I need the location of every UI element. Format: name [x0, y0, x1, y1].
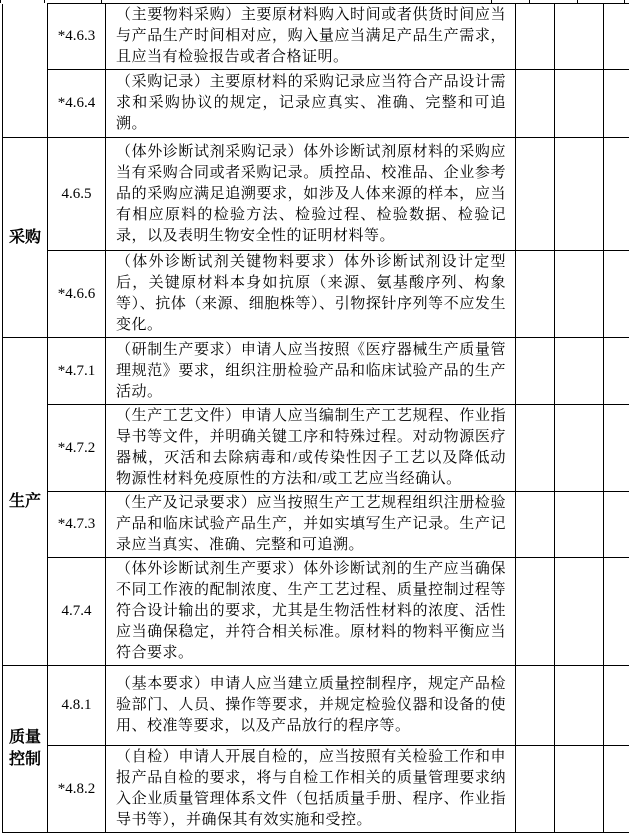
- table-row: [3, 4, 629, 70]
- check-cell-1: [516, 138, 555, 251]
- item-number-cell: 4.7.4: [48, 558, 106, 666]
- check-cell-1: [516, 558, 555, 666]
- requirement-text-cell: （生产工艺文件）申请人应当编制生产工艺规程、作业指导书等文件，并明确关键工序和特殊过程。对动物源医疗器械，灭活和去除病毒和/或传染性因子工艺以及降低动物源性材料免疫原性的方法和/或工艺应当经确认。: [106, 405, 516, 492]
- table-row: [3, 70, 629, 138]
- check-cell-1: [516, 746, 555, 833]
- check-cell-1: [516, 666, 555, 746]
- requirement-text-cell: （基本要求）申请人应当建立质量控制程序，规定产品检验部门、人员、操作等要求，并规定检验仪器和设备的使用、校准等要求，以及产品放行的程序等。: [106, 666, 516, 746]
- category-cell-empty: [3, 4, 48, 138]
- check-cell-2: [555, 666, 604, 746]
- check-cell-2: [555, 492, 604, 558]
- table-row: [3, 251, 629, 338]
- item-number-cell: 4.8.1: [48, 666, 106, 746]
- check-cell-3: [604, 338, 629, 405]
- item-number-cell: *4.7.1: [48, 338, 106, 405]
- item-number-cell: *4.6.4: [48, 70, 106, 138]
- check-cell-1: [516, 70, 555, 138]
- table-row: [3, 405, 629, 492]
- item-number-cell: *4.6.3: [48, 4, 106, 70]
- item-number-cell: 4.6.5: [48, 138, 106, 251]
- check-cell-1: [516, 492, 555, 558]
- category-cell-production: 生产: [3, 338, 48, 666]
- border-stub: [0, 0, 1, 3]
- check-cell-2: [555, 4, 604, 70]
- requirement-text-cell: （体外诊断试剂生产要求）体外诊断试剂的生产应当确保不同工作液的配制浓度、生产工艺过程、质量控制过程等符合设计输出的要求，尤其是生物活性材料的浓度、活性应当确保稳定，并符合相关标准。原材料的物料平衡应当符合要求。: [106, 558, 516, 666]
- requirement-text-cell: （采购记录）主要原材料的采购记录应当符合产品设计需求和采购协议的规定，记录应真实、准确、完整和可追溯。: [106, 70, 516, 138]
- category-cell-quality-control: 质量控制: [3, 666, 48, 833]
- table-row: [3, 558, 629, 666]
- check-cell-3: [604, 138, 629, 251]
- table-row: [3, 666, 629, 746]
- table-row: [3, 338, 629, 405]
- table-row: [3, 492, 629, 558]
- item-number-cell: *4.8.2: [48, 746, 106, 833]
- check-cell-2: [555, 338, 604, 405]
- item-number-cell: *4.7.2: [48, 405, 106, 492]
- requirement-text-cell: （自检）申请人开展自检的，应当按照有关检验工作和申报产品自检的要求，将与自检工作相关的质量管理要求纳入企业质量管理体系文件（包括质量手册、程序、作业指导书等），并确保其有效实施和受控。: [106, 746, 516, 833]
- requirement-text-cell: （生产及记录要求）应当按照生产工艺规程组织注册检验产品和临床试验产品生产，并如实填写生产记录。生产记录应当真实、准确、完整和可追溯。: [106, 492, 516, 558]
- item-number-cell: *4.6.6: [48, 251, 106, 338]
- check-cell-1: [516, 251, 555, 338]
- requirement-text-cell: （研制生产要求）申请人应当按照《医疗器械生产质量管理规范》要求，组织注册检验产品和临床试验产品的生产活动。: [106, 338, 516, 405]
- check-cell-2: [555, 558, 604, 666]
- requirement-text-cell: （体外诊断试剂采购记录）体外诊断试剂原材料的采购应当有采购合同或者采购记录。质控品、校准品、企业参考品的采购应满足追溯要求，如涉及人体来源的样本，应当有相应原料的检验方法、检验过程、检验数据、检验记录，以及表明生物安全性的证明材料等。: [106, 138, 516, 251]
- check-cell-3: [604, 4, 629, 70]
- table-row: [3, 138, 629, 251]
- check-cell-2: [555, 405, 604, 492]
- requirement-text-cell: （主要物料采购）主要原材料购入时间或者供货时间应当与产品生产时间相对应，购入量应当满足产品生产需求，且应当有检验报告或者合格证明。: [106, 4, 516, 70]
- check-cell-1: [516, 338, 555, 405]
- check-cell-3: [604, 746, 629, 833]
- check-cell-2: [555, 70, 604, 138]
- check-cell-1: [516, 405, 555, 492]
- requirements-checklist-table: [2, 3, 629, 833]
- check-cell-3: [604, 70, 629, 138]
- check-cell-3: [604, 558, 629, 666]
- table-row: [3, 746, 629, 833]
- category-cell-procurement: 采购: [3, 138, 48, 338]
- check-cell-3: [604, 405, 629, 492]
- check-cell-1: [516, 4, 555, 70]
- check-cell-3: [604, 492, 629, 558]
- check-cell-2: [555, 251, 604, 338]
- check-cell-3: [604, 666, 629, 746]
- check-cell-2: [555, 138, 604, 251]
- check-cell-3: [604, 251, 629, 338]
- check-cell-2: [555, 746, 604, 833]
- item-number-cell: *4.7.3: [48, 492, 106, 558]
- requirement-text-cell: （体外诊断试剂关键物料要求）体外诊断试剂设计定型后，关键原材料本身如抗原（来源、氨基酸序列、构象等）、抗体（来源、细胞株等）、引物探针序列等不应发生变化。: [106, 251, 516, 338]
